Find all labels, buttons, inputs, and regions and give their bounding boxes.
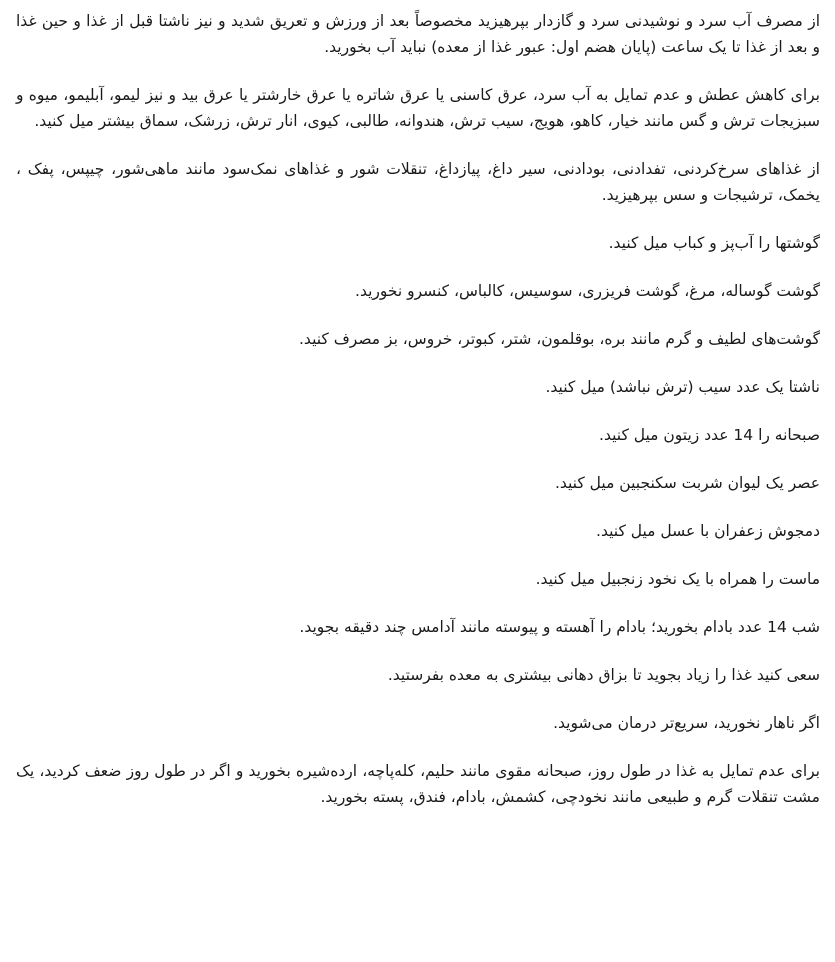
paragraph-almonds: شب 14 عدد بادام بخورید؛ بادام را آهسته و پیوسته مانند آدامس چند دقیقه بجوید. xyxy=(299,618,820,636)
paragraph-avoid-meats: گوشت گوساله، مرغ، گوشت فریزری، سوسیس، کالباس، کنسرو نخورید. xyxy=(355,282,820,300)
paragraph-boiled-meat: گوشتها را آب‌پز و کباب میل کنید. xyxy=(608,234,820,252)
paragraph-sekanjabin: عصر یک لیوان شربت سکنجبین میل کنید. xyxy=(554,474,820,492)
paragraph-warm-meats: گوشت‌های لطیف و گرم مانند بره، بوقلمون، شتر، کبوتر، خروس، بز مصرف کنید. xyxy=(299,330,820,348)
paragraph-yogurt: ماست را همراه با یک نخود زنجبیل میل کنید. xyxy=(535,570,820,588)
paragraph-saffron: دمجوش زعفران با عسل میل کنید. xyxy=(596,522,820,540)
paragraph-cold-water: از مصرف آب سرد و نوشیدنی سرد و گازدار بپرهیزید مخصوصاً بعد از ورزش و تعریق شدید و نیز ناشتا قبل از غذا و حین غذا و بعد از غذا تا یک ساعت (پایان هضم اول: عبور غذا از معده) نباید آب بخورید. xyxy=(16,12,820,56)
paragraph-lunch: اگر ناهار نخورید، سریع‌تر درمان می‌شوید. xyxy=(553,714,820,732)
paragraph-thirst: برای کاهش عطش و عدم تمایل به آب سرد، عرق کاسنی یا عرق شاتره یا عرق خارشتر یا عرق بید و نیز لیمو، آبلیمو، میوه و سبزیجات ترش و گس مانند خیار، کاهو، هویج، سیب ترش، هندوانه، طالبی، کیوی، انار ترش، زرشک، سماق بیشتر میل کنید. xyxy=(16,86,820,130)
paragraph-apple: ناشتا یک عدد سیب (ترش نباشد) میل کنید. xyxy=(545,378,820,396)
paragraph-chewing: سعی کنید غذا را زیاد بجوید تا بزاق دهانی بیشتری به معده بفرستید. xyxy=(387,666,820,684)
paragraph-breakfast: برای عدم تمایل به غذا در طول روز، صبحانه مقوی مانند حلیم، کله‌پاچه، ارده‌شیره بخورید و اگر در طول روز ضعف کردید، یک مشت تنقلات گرم و طبیعی مانند نخودچی، کشمش، بادام، فندق، پسته بخورید. xyxy=(16,762,820,806)
paragraph-olives: صبحانه را 14 عدد زیتون میل کنید. xyxy=(599,426,820,444)
paragraph-fried-foods: از غذاهای سرخ‌کردنی، تفدادنی، بودادنی، سیر داغ، پیازداغ، تنقلات شور و غذاهای نمک‌سود مانند ماهی‌شور، چیپس، پفک ، یخمک، ترشیجات و سس بپرهیزید. xyxy=(16,160,820,204)
